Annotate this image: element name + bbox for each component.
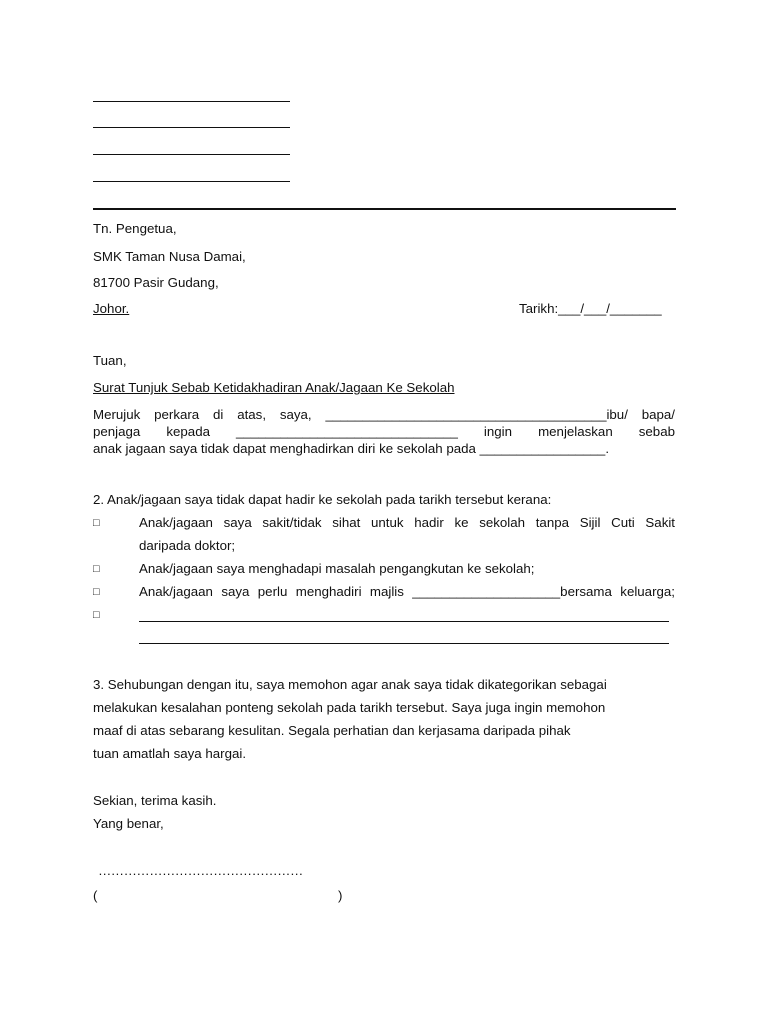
sender-address-line-3[interactable] xyxy=(93,154,290,155)
closing-thanks: Sekian, terima kasih. xyxy=(93,793,217,808)
recipient-line-4: Johor. xyxy=(93,301,130,316)
checkbox-reason-other[interactable]: □ xyxy=(93,609,100,621)
checkbox-reason-3[interactable]: □ xyxy=(93,586,100,598)
reason-1-line-2: daripada doktor; xyxy=(139,538,236,553)
para3-line-2: melakukan kesalahan ponteng sekolah pada tarikh tersebut. Saya juga ingin memohon xyxy=(93,700,606,715)
salutation: Tuan, xyxy=(93,353,127,368)
recipient-line-1: Tn. Pengetua, xyxy=(93,221,177,236)
other-reason-line-2[interactable] xyxy=(139,643,669,644)
checkbox-reason-1[interactable]: □ xyxy=(93,517,100,529)
sender-address-line-4[interactable] xyxy=(93,181,290,182)
date-field[interactable]: Tarikh:___/___/_______ xyxy=(519,301,662,316)
other-reason-line-1[interactable] xyxy=(139,621,669,622)
para1-line-1: Merujuk perkara di atas, saya, ______________________________________ibu/ bapa/ xyxy=(93,407,675,422)
header-divider xyxy=(93,208,676,210)
para2-intro: 2. Anak/jagaan saya tidak dapat hadir ke sekolah pada tarikh tersebut kerana: xyxy=(93,492,552,507)
para3-line-3: maaf di atas sebarang kesulitan. Segala perhatian dan kerjasama daripada pihak xyxy=(93,723,571,738)
para3-line-1: 3. Sehubungan dengan itu, saya memohon agar anak saya tidak dikategorikan sebagai xyxy=(93,677,607,692)
signature-line[interactable]: ………………………………………… xyxy=(98,863,303,878)
para1-line-3: anak jagaan saya tidak dapat menghadirkan diri ke sekolah pada _________________. xyxy=(93,441,610,456)
checkbox-reason-2[interactable]: □ xyxy=(93,563,100,575)
sender-address-line-2[interactable] xyxy=(93,127,290,128)
name-open-paren: ( xyxy=(93,888,98,903)
recipient-line-2: SMK Taman Nusa Damai, xyxy=(93,249,246,264)
reason-3: Anak/jagaan saya perlu menghadiri majlis ____________________bersama keluarga; xyxy=(139,584,675,599)
para3-line-4: tuan amatlah saya hargai. xyxy=(93,746,247,761)
subject-line: Surat Tunjuk Sebab Ketidakhadiran Anak/Jagaan Ke Sekolah xyxy=(93,380,455,395)
closing-yours: Yang benar, xyxy=(93,816,164,831)
sender-address-line-1[interactable] xyxy=(93,101,290,102)
name-close-paren: ) xyxy=(338,888,343,903)
para1-line-2: penjaga kepada ______________________________ ingin menjelaskan sebab xyxy=(93,424,675,439)
reason-2: Anak/jagaan saya menghadapi masalah pengangkutan ke sekolah; xyxy=(139,561,535,576)
reason-1-line-1: Anak/jagaan saya sakit/tidak sihat untuk hadir ke sekolah tanpa Sijil Cuti Sakit xyxy=(139,515,675,530)
recipient-line-3: 81700 Pasir Gudang, xyxy=(93,275,219,290)
